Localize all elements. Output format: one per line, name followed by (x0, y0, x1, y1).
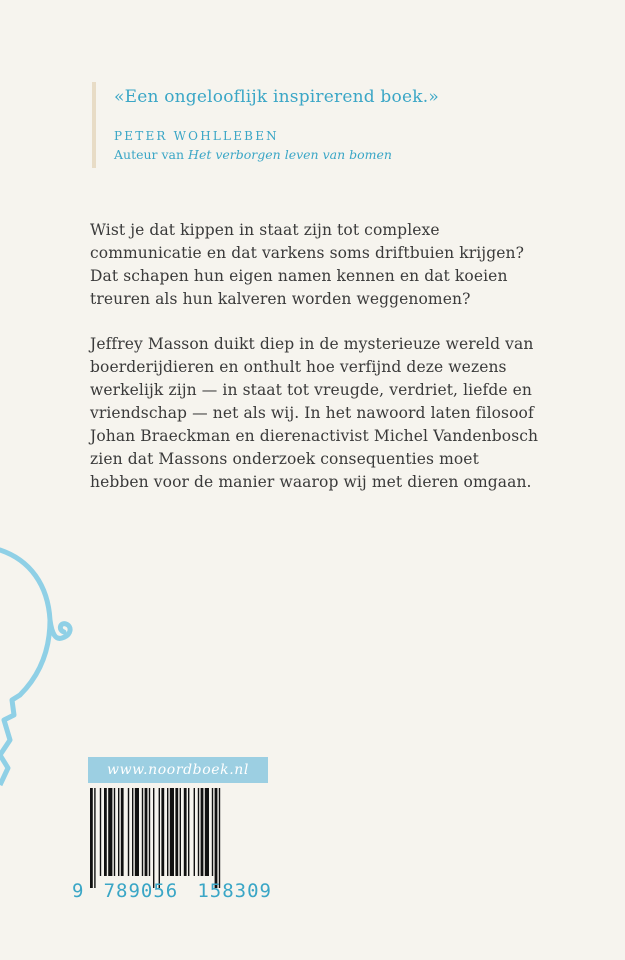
isbn-number (72, 880, 272, 902)
barcode-bar (184, 788, 187, 876)
barcode-bar (145, 788, 148, 876)
barcode-bar (180, 788, 181, 876)
quote-block (92, 82, 512, 168)
barcode-bar (108, 788, 112, 876)
barcode-bar (219, 788, 220, 888)
barcode-bar (118, 788, 119, 876)
author-credit (114, 147, 512, 162)
barcode-icon (88, 788, 268, 888)
barcode-bar (90, 788, 93, 888)
barcode-bar (153, 788, 154, 888)
barcode-bar (212, 788, 213, 876)
barcode-bar (94, 788, 95, 888)
barcode-bar (170, 788, 174, 876)
barcode-bar (175, 788, 178, 876)
barcode-bar (205, 788, 209, 876)
description-paragraph-1: Wist je dat kippen in staat zijn tot complexe communicatie en dat varkens soms driftbuien krijgen? Dat schapen hun eigen namen kennen en dat koeien treuren als hun kalveren worden weggenomen? (90, 221, 524, 308)
barcode-bar (167, 788, 168, 876)
quote-author: PETER WOHLLEBEN (114, 129, 279, 143)
barcode-bar (104, 788, 107, 876)
barcode-bar (201, 788, 204, 876)
pig-outline-icon (0, 540, 80, 790)
barcode-bar (198, 788, 199, 876)
isbn-group-1: 789056 (103, 880, 179, 902)
barcode-bar (194, 788, 195, 876)
barcode-bar (128, 788, 129, 876)
description-paragraph-2: Jeffrey Masson duikt diep in de mysterieuze wereld van boerderijdieren en onthult hoe verfijnd deze wezens werkelijk zijn — in staat tot vreugde, verdriet, liefde en vriendschap — net als wij. In het nawoord laten filosoof Johan Braeckman en dierenactivist Michel Vandenbosch zien dat Massons onderzoek consequenties moet hebben voor de manier waarop wij met dieren omgaan. (90, 335, 539, 491)
barcode-bar (121, 788, 124, 876)
barcode-bar (188, 788, 189, 876)
publisher-website[interactable]: www.noordboek.nl (88, 757, 268, 783)
author-credit-prefix: Auteur van (114, 147, 189, 162)
blurb-quote: «Een ongelooflijk inspirerend boek.» (114, 87, 439, 107)
barcode-bar (132, 788, 133, 876)
author-book-title: Het verborgen leven van bomen (188, 147, 392, 162)
barcode-bar (159, 788, 160, 888)
barcode-bar (149, 788, 150, 876)
barcode-bar (142, 788, 143, 876)
isbn-first-digit: 9 (72, 880, 85, 902)
barcode-bar (161, 788, 164, 876)
barcode-bar (135, 788, 139, 876)
barcode-bar (215, 788, 218, 888)
isbn-group-2: 158309 (197, 880, 272, 902)
barcode-bar (100, 788, 101, 876)
barcode-bar (114, 788, 115, 876)
